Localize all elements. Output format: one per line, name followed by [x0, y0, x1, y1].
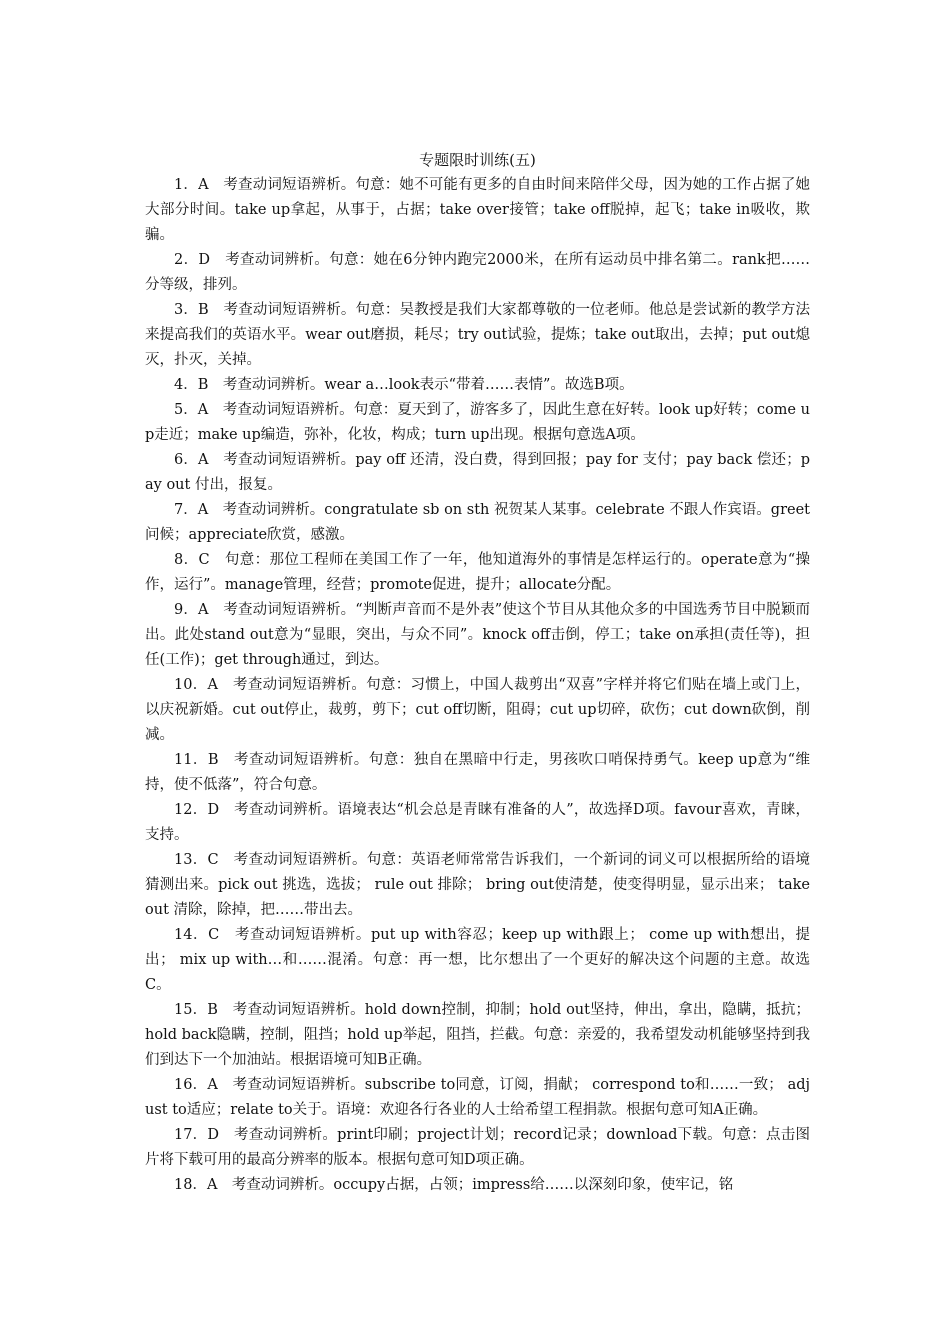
- answer-item-17: 17．D 考查动词辨析。print印刷；project计划；record记录；download下载。句意：点击图片将下载可用的最高分辨率的版本。根据句意可知D项正确。: [145, 1127, 810, 1168]
- answer-item-10: 10．A 考查动词短语辨析。句意：习惯上，中国人裁剪出“双喜”字样并将它们贴在墙上或门上，以庆祝新婚。cut out停止，裁剪，剪下；cut off切断，阻碍；cut up切碎，砍伤；cut down砍倒，削减。: [145, 677, 810, 743]
- answer-item-8: 8．C 句意：那位工程师在美国工作了一年，他知道海外的事情是怎样运行的。operate意为“操作，运行”。manage管理，经营；promote促进，提升；allocate分配。: [145, 552, 810, 593]
- answer-item-12: 12．D 考查动词辨析。语境表达“机会总是青睐有准备的人”，故选择D项。favour喜欢，青睐，支持。: [145, 802, 810, 843]
- answer-item-5: 5．A 考查动词短语辨析。句意：夏天到了，游客多了，因此生意在好转。look up好转；come up走近；make up编造，弥补，化妆，构成；turn up出现。根据句意选A项。: [145, 402, 810, 443]
- answer-item-16: 16．A 考查动词短语辨析。subscribe to同意，订阅，捐献； correspond to和……一致； adjust to适应；relate to关于。语境：欢迎各行各业的人士给希望工程捐款。根据句意可知A正确。: [145, 1077, 810, 1118]
- answer-item-4: 4．B 考查动词辨析。wear a…look表示“带着……表情”。故选B项。: [174, 377, 634, 393]
- answer-item-7: 7．A 考查动词辨析。congratulate sb on sth 祝贺某人某事。celebrate 不跟人作宾语。greet 问候；appreciate欣赏，感激。: [145, 502, 810, 543]
- answer-item-11: 11．B 考查动词短语辨析。句意：独自在黑暗中行走，男孩吹口哨保持勇气。keep up意为“维持，使不低落”，符合句意。: [145, 752, 810, 793]
- answer-item-1: 1．A 考查动词短语辨析。句意：她不可能有更多的自由时间来陪伴父母，因为她的工作占据了她大部分时间。take up拿起，从事于，占据；take over接管；take off脱掉，起飞；take in吸收，欺骗。: [145, 177, 810, 243]
- answer-item-2: 2．D 考查动词辨析。句意：她在6分钟内跑完2000米，在所有运动员中排名第二。rank把……分等级，排列。: [145, 252, 810, 293]
- answer-item-9: 9．A 考查动词短语辨析。“判断声音而不是外表”使这个节目从其他众多的中国选秀节目中脱颖而出。此处stand out意为“显眼，突出，与众不同”。knock off击倒，停工；take on承担(责任等)，担任(工作)；get through通过，到达。: [145, 602, 810, 668]
- answer-item-3: 3．B 考查动词短语辨析。句意：吴教授是我们大家都尊敬的一位老师。他总是尝试新的教学方法来提高我们的英语水平。wear out磨损，耗尽；try out试验，提炼；take out取出，去掉；put out熄灭，扑灭，关掉。: [145, 302, 810, 368]
- answer-item-18: 18．A 考查动词辨析。occupy占据，占领；impress给……以深刻印象，使牢记，铭: [174, 1177, 734, 1193]
- answer-item-15: 15．B 考查动词短语辨析。hold down控制，抑制；hold out坚持，伸出，拿出，隐瞒，抵抗；hold back隐瞒，控制，阻挡；hold up举起，阻挡，拦截。句意：亲爱的，我希望发动机能够坚持到我们到达下一个加油站。根据语境可知B正确。: [145, 1002, 810, 1068]
- document-page: [145, 148, 810, 1198]
- page-title: 专题限时训练(五): [419, 151, 536, 169]
- answer-item-13: 13．C 考查动词短语辨析。句意：英语老师常常告诉我们，一个新词的词义可以根据所给的语境猜测出来。pick out 挑选，选拔； rule out 排除； bring out使清楚，使变得明显，显示出来； take out 清除，除掉，把……带出去。: [145, 852, 810, 918]
- answer-item-14: 14．C 考查动词短语辨析。put up with容忍；keep up with跟上； come up with想出，提出； mix up with…和……混淆。句意：再一想，比尔想出了一个更好的解决这个问题的主意。故选C。: [145, 927, 810, 993]
- answer-item-6: 6．A 考查动词短语辨析。pay off 还清，没白费，得到回报；pay for 支付；pay back 偿还；pay out 付出，报复。: [145, 452, 810, 493]
